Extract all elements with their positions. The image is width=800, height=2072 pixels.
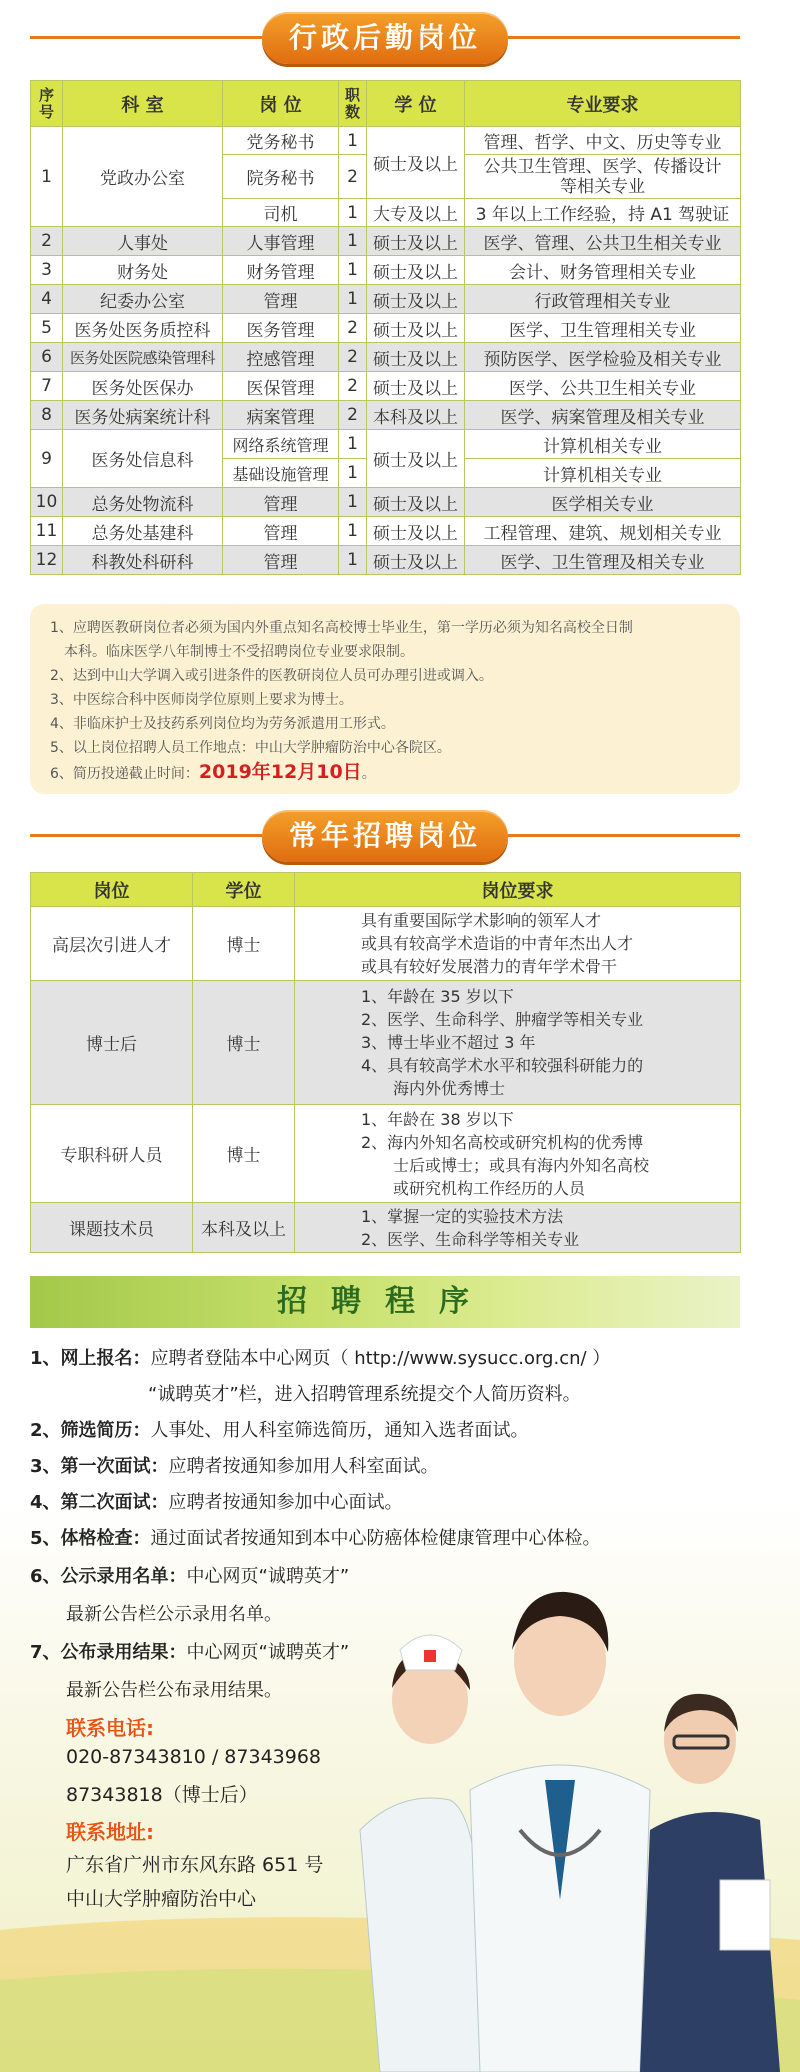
row-req: 行政管理相关专业 [465, 285, 741, 314]
admin-positions-table [30, 80, 741, 575]
table-header-row [31, 873, 741, 907]
row-degree: 博士 [193, 1105, 295, 1203]
header-pos: 岗 位 [223, 81, 339, 127]
table-row [31, 343, 741, 372]
row-dept: 总务处物流科 [63, 488, 223, 517]
table-row [31, 517, 741, 546]
row-degree: 硕士及以上 [367, 372, 465, 401]
step-4 [30, 1488, 403, 1514]
table-row [31, 1105, 741, 1203]
row-pos: 高层次引进人才 [31, 907, 193, 981]
notes-box [30, 604, 740, 794]
req-line: 1、年龄在 38 岁以下 [361, 1109, 514, 1129]
header-count: 职数 [339, 81, 367, 127]
step-5 [30, 1524, 601, 1550]
row-req: 公共卫生管理、医学、传播设计等相关专业 [465, 155, 741, 199]
table-row [31, 372, 741, 401]
row-degree: 硕士及以上 [367, 227, 465, 256]
row-count: 2 [339, 314, 367, 343]
note-line: 本科。临床医学八年制博士不受招聘岗位专业要求限制。 [64, 644, 414, 660]
table-row [31, 127, 741, 155]
row-no: 9 [31, 430, 63, 488]
contact-address-label: 联系地址: [66, 1820, 154, 1844]
note-line: 2、达到中山大学调入或引进条件的医教研岗位人员可办理引进或调入。 [50, 668, 493, 684]
row-pos: 党务秘书 [223, 127, 339, 155]
title-line-left [30, 36, 266, 39]
req-line: 2、医学、生命科学等相关专业 [361, 1229, 580, 1249]
table-row [31, 546, 741, 575]
step-6-cont: 最新公告栏公示录用名单。 [66, 1604, 282, 1625]
row-dept: 总务处基建科 [63, 517, 223, 546]
req-line: 1、掌握一定的实验技术方法 [361, 1206, 564, 1226]
section-title-pill: 常年招聘岗位 [262, 810, 508, 862]
row-degree: 本科及以上 [367, 401, 465, 430]
row-dept: 党政办公室 [63, 127, 223, 227]
header-degree: 学 位 [367, 81, 465, 127]
step-text: 应聘者按通知参加中心面试。 [168, 1492, 403, 1513]
step-label: 5、体格检查： [30, 1528, 151, 1549]
step-text: 通过面试者按通知到本中心防癌体检健康管理中心体检。 [150, 1528, 601, 1549]
row-req: 医学、管理、公共卫生相关专业 [465, 227, 741, 256]
row-req: 医学、病案管理及相关专业 [465, 401, 741, 430]
row-no: 6 [31, 343, 63, 372]
step-text: 中心网页“诚聘英才” [186, 1566, 350, 1587]
row-req: 管理、哲学、中文、历史等专业 [465, 127, 741, 155]
title-line-right [504, 834, 740, 837]
ongoing-positions-table [30, 872, 741, 1253]
row-pos: 管理 [223, 488, 339, 517]
section-title-admin [0, 4, 800, 64]
row-dept: 科教处科研科 [63, 546, 223, 575]
req-line: 4、具有较高学术水平和较强科研能力的 [361, 1056, 644, 1075]
row-req: 3 年以上工作经验，持 A1 驾驶证 [465, 199, 741, 227]
note-line: 3、中医综合科中医师岗学位原则上要求为博士。 [50, 692, 353, 708]
row-pos: 网络系统管理 [223, 430, 339, 459]
deadline-date: 2019年12月10日 [198, 761, 362, 783]
row-req: 工程管理、建筑、规划相关专业 [465, 517, 741, 546]
row-no: 12 [31, 546, 63, 575]
row-pos: 博士后 [31, 981, 193, 1105]
row-req: 会计、财务管理相关专业 [465, 256, 741, 285]
row-dept: 医务处医保办 [63, 372, 223, 401]
row-no: 1 [31, 127, 63, 227]
row-req: 医学、卫生管理相关专业 [465, 314, 741, 343]
table-row [31, 981, 741, 1105]
step-text: 人事处、用人科室筛选简历，通知入选者面试。 [150, 1420, 529, 1441]
row-degree: 硕士及以上 [367, 430, 465, 488]
title-line-right [504, 36, 740, 39]
req-line: 士后或博士；或具有海内外知名高校 [393, 1155, 650, 1175]
req-line: 2、医学、生命科学、肿瘤学等相关专业 [361, 1010, 644, 1029]
row-count: 1 [339, 459, 367, 488]
row-req [295, 981, 741, 1105]
section-title-ongoing [0, 802, 800, 862]
header-no: 序号 [31, 81, 63, 127]
row-count: 1 [339, 256, 367, 285]
row-dept: 人事处 [63, 227, 223, 256]
contact-address-2: 中山大学肿瘤防治中心 [66, 1888, 257, 1910]
row-count: 2 [339, 343, 367, 372]
row-pos: 专职科研人员 [31, 1105, 193, 1203]
step-3 [30, 1452, 439, 1478]
contact-phone-label: 联系电话: [66, 1716, 154, 1740]
row-degree: 硕士及以上 [367, 343, 465, 372]
note-line: 1、应聘医教研岗位者必须为国内外重点知名高校博士毕业生，第一学历必须为知名高校全日制 [50, 620, 633, 636]
row-no: 3 [31, 256, 63, 285]
header-degree: 学位 [193, 873, 295, 907]
row-no: 5 [31, 314, 63, 343]
row-dept: 医务处信息科 [63, 430, 223, 488]
deadline-end: 。 [361, 766, 376, 782]
row-no: 8 [31, 401, 63, 430]
row-pos: 司机 [223, 199, 339, 227]
note-line: 5、以上岗位招聘人员工作地点：中山大学肿瘤防治中心各院区。 [50, 740, 451, 756]
row-dept: 医务处病案统计科 [63, 401, 223, 430]
row-count: 2 [339, 155, 367, 199]
req-line: 1、年龄在 35 岁以下 [361, 987, 514, 1006]
table-row [31, 314, 741, 343]
row-count: 1 [339, 488, 367, 517]
section-title-pill: 行政后勤岗位 [262, 12, 508, 64]
row-count: 1 [339, 127, 367, 155]
step-6 [30, 1562, 349, 1588]
header-req: 专业要求 [465, 81, 741, 127]
row-pos: 管理 [223, 285, 339, 314]
row-no: 10 [31, 488, 63, 517]
row-count: 1 [339, 199, 367, 227]
row-pos: 控感管理 [223, 343, 339, 372]
table-row [31, 488, 741, 517]
step-7-cont: 最新公告栏公布录用结果。 [66, 1680, 282, 1701]
row-pos: 医务管理 [223, 314, 339, 343]
table-row [31, 907, 741, 981]
note-deadline-line [50, 760, 724, 786]
row-degree: 本科及以上 [193, 1203, 295, 1253]
req-line: 2、海内外知名高校或研究机构的优秀博 [361, 1132, 644, 1152]
row-no: 4 [31, 285, 63, 314]
contact-phone-2: 87343818（博士后） [66, 1784, 258, 1806]
table-header-row [31, 81, 741, 127]
req-line: 或具有较高学术造诣的中青年杰出人才 [361, 934, 634, 953]
row-degree: 硕士及以上 [367, 517, 465, 546]
table-row [31, 1203, 741, 1253]
row-req: 计算机相关专业 [465, 459, 741, 488]
row-degree: 硕士及以上 [367, 127, 465, 199]
row-degree: 硕士及以上 [367, 488, 465, 517]
row-dept: 医务处医务质控科 [63, 314, 223, 343]
step-label: 4、第二次面试： [30, 1492, 169, 1513]
row-pos: 课题技术员 [31, 1203, 193, 1253]
title-line-left [30, 834, 266, 837]
row-pos: 人事管理 [223, 227, 339, 256]
row-req [295, 1203, 741, 1253]
req-line: 具有重要国际学术影响的领军人才 [361, 911, 602, 930]
row-req [295, 907, 741, 981]
row-degree: 博士 [193, 981, 295, 1105]
step-label: 7、公布录用结果： [30, 1642, 187, 1663]
req-line: 或研究机构工作经历的人员 [393, 1178, 586, 1198]
req-line: 海内外优秀博士 [393, 1079, 506, 1098]
row-req: 计算机相关专业 [465, 430, 741, 459]
row-dept: 医务处医院感染管理科 [63, 343, 223, 372]
step-1 [30, 1344, 610, 1370]
row-req: 医学相关专业 [465, 488, 741, 517]
note-line: 4、非临床护士及技药系列岗位均为劳务派遣用工形式。 [50, 716, 395, 732]
row-req: 预防医学、医学检验及相关专业 [465, 343, 741, 372]
step-text: 应聘者按通知参加用人科室面试。 [168, 1456, 439, 1477]
table-row [31, 227, 741, 256]
contact-address-1: 广东省广州市东风东路 651 号 [66, 1854, 324, 1876]
row-count: 2 [339, 372, 367, 401]
step-text: 中心网页“诚聘英才” [186, 1642, 350, 1663]
row-req: 医学、公共卫生相关专业 [465, 372, 741, 401]
header-req: 岗位要求 [295, 873, 741, 907]
step-2 [30, 1416, 529, 1442]
row-no: 2 [31, 227, 63, 256]
row-count: 1 [339, 546, 367, 575]
contact-phone-1: 020-87343810 / 87343968 [66, 1746, 322, 1768]
step-label: 2、筛选简历： [30, 1420, 151, 1441]
row-no: 7 [31, 372, 63, 401]
step-label: 3、第一次面试： [30, 1456, 169, 1477]
row-req [295, 1105, 741, 1203]
row-pos: 院务秘书 [223, 155, 339, 199]
row-pos: 基础设施管理 [223, 459, 339, 488]
row-no: 11 [31, 517, 63, 546]
nurse-cap-cross [424, 1650, 436, 1662]
row-dept: 财务处 [63, 256, 223, 285]
req-line: 3、博士毕业不超过 3 年 [361, 1033, 536, 1052]
table-row [31, 401, 741, 430]
header-pos: 岗位 [31, 873, 193, 907]
req-line: 或具有较好发展潜力的青年学术骨干 [361, 957, 618, 976]
table-row [31, 256, 741, 285]
row-count: 1 [339, 430, 367, 459]
table-row [31, 430, 741, 459]
step-7 [30, 1638, 349, 1664]
step-label: 6、公示录用名单： [30, 1566, 187, 1587]
row-count: 1 [339, 517, 367, 546]
row-degree: 硕士及以上 [367, 285, 465, 314]
table-row [31, 285, 741, 314]
step-label: 1、网上报名： [30, 1348, 151, 1369]
step-1-cont: “诚聘英才”栏，进入招聘管理系统提交个人简历资料。 [148, 1384, 581, 1405]
row-degree: 硕士及以上 [367, 256, 465, 285]
header-dept: 科 室 [63, 81, 223, 127]
row-pos: 财务管理 [223, 256, 339, 285]
row-count: 1 [339, 285, 367, 314]
row-dept: 纪委办公室 [63, 285, 223, 314]
row-degree: 硕士及以上 [367, 314, 465, 343]
row-pos: 管理 [223, 517, 339, 546]
row-degree: 硕士及以上 [367, 546, 465, 575]
row-count: 2 [339, 401, 367, 430]
procedure-banner: 招聘程序 [30, 1276, 740, 1328]
row-pos: 管理 [223, 546, 339, 575]
deadline-label: 6、简历投递截止时间： [50, 766, 199, 782]
row-req: 医学、卫生管理及相关专业 [465, 546, 741, 575]
row-pos: 病案管理 [223, 401, 339, 430]
row-count: 1 [339, 227, 367, 256]
step-text: 应聘者登陆本中心网页（ http://www.sysucc.org.cn/ ） [150, 1348, 611, 1369]
row-degree: 博士 [193, 907, 295, 981]
row-degree: 大专及以上 [367, 199, 465, 227]
row-pos: 医保管理 [223, 372, 339, 401]
